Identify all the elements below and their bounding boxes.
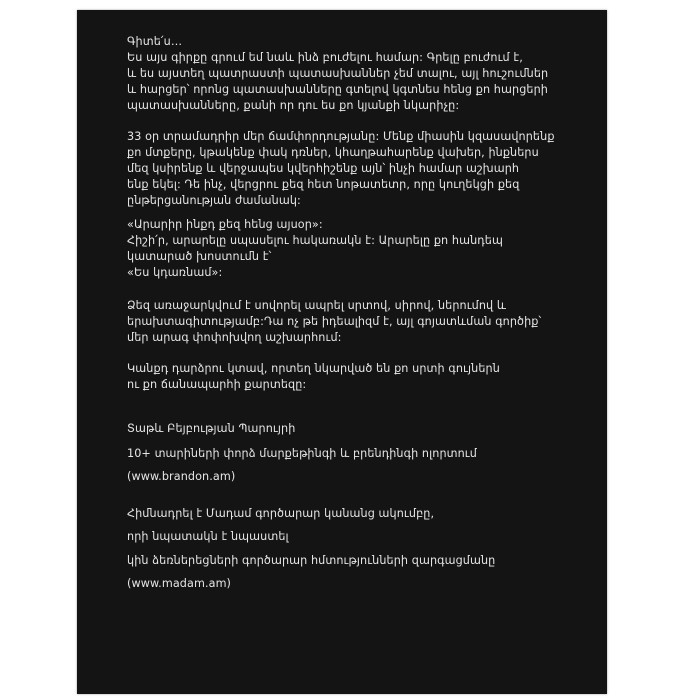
intro-paragraph: Գիտե՛ս… Ես այս գիրքը գրում եմ նաև ինձ բուժելու համար: Գրելը բուժում է, և ես այստեղ պատրաստի պատասխաններ չեմ տալու, այլ հուշումներ և հարցեր՝ որոնց պատասխանները գտելով կգտնես հենց քո հարցերի պատասխանները, քանի որ դու ես քո կյանքի նկարիչը: (127, 35, 549, 112)
madam-website: (www.madam.am) (127, 577, 232, 590)
madam-club-line-3: կին ձեռներեցների գործարար հմտությունների զարգացմանը (127, 554, 496, 567)
quote-paragraph: «Արարիր ինքդ քեզ հենց այսօր»: Հիշի՛ր, արարելը սպասելու հակառակն է: Արարելը քո հանդեպ կատարած խոստումն է՝ «Ես կդառնամ»: (127, 218, 503, 279)
brandon-website: (www.brandon.am) (127, 470, 236, 483)
offer-paragraph: Ձեզ առաջարկվում է սովորել ապրել սրտով, սիրով, ներումով և երախտագիտությամբ:Դա ոչ թե իդեալիզմ է, այլ գոյատևման գործիք՝ մեր արագ փոփոխվող աշխարհում: (127, 299, 542, 344)
author-name: Տաթև Բեյբության Պարույրի (127, 422, 296, 435)
book-back-cover (77, 10, 607, 694)
book-description-paragraph: Կանքդ դարձրու կտավ, որտեղ նկարված են քո սրտի գույներն ու քո ճանապարհի քարտեզը: (127, 362, 500, 391)
madam-club-line-2: որի նպատակն է նպաստել (127, 530, 289, 543)
author-experience: 10+ տարիների փորձ մարքեթինգի և բրենդինգի ոլորտում (127, 447, 477, 460)
madam-club-line-1: Հիմնադրել է Մադամ գործարար կանանց ակումբը, (127, 507, 435, 520)
journey-paragraph: 33 օր տրամադրիր մեր ճամփորդությանը: Մենք միասին կզասավորենք քո մտքերը, կթակենք փակ դռներ, կհաղթահարենք վախեր, ինքներս մեզ կսիրենք և վերջապես կվերհիշենք այն՝ ինչի համար աշխարհ ենք եկել: Դե ինչ, վերցրու քեզ հետ նոթատետր, որը կուղեկցի քեզ ընթերցանության ժամանակ: (127, 130, 555, 207)
